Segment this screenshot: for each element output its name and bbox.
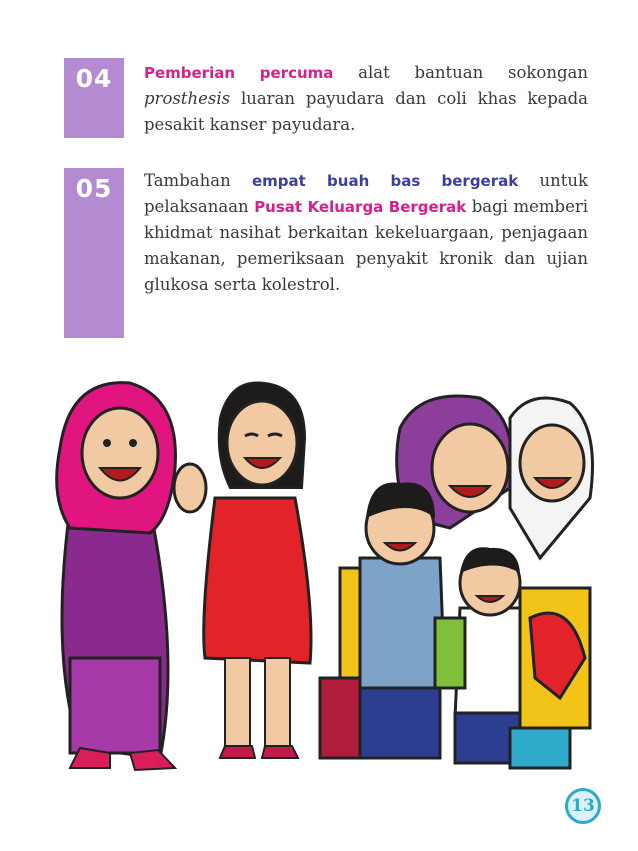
text-part: luaran payudara dan coli khas kepada pesakit kanser payudara. — [144, 89, 588, 134]
page-number-badge: 13 — [565, 788, 601, 824]
item-text — [144, 168, 588, 298]
item-number-box — [64, 168, 124, 338]
text-part: Tambahan — [144, 171, 252, 190]
text-part: prosthesis — [144, 89, 231, 108]
text-part: Pemberian percuma — [144, 64, 334, 82]
family-illustration — [40, 358, 600, 788]
family-group-figure — [320, 396, 593, 768]
item-number-box — [64, 58, 124, 138]
item-text — [144, 60, 588, 138]
text-part: bagi memberi khidmat nasihat berkaitan kekeluargaan, penjagaan makanan, pemeriksaan penyakit kronik dan ujian glukosa serta kolestrol. — [144, 197, 589, 294]
woman-hijab-figure — [57, 383, 206, 770]
woman-red-dress-figure — [204, 382, 311, 758]
text-part: empat buah bas bergerak — [251, 172, 519, 190]
text-part: Pusat Keluarga Bergerak — [254, 198, 467, 216]
item-number: 04 — [75, 64, 113, 93]
text-part: alat bantuan sokongan — [333, 63, 588, 82]
text-part: untuk pelaksanaan — [144, 171, 589, 216]
item-number: 05 — [75, 174, 113, 203]
item-04 — [64, 58, 594, 138]
item-05 — [64, 168, 594, 338]
